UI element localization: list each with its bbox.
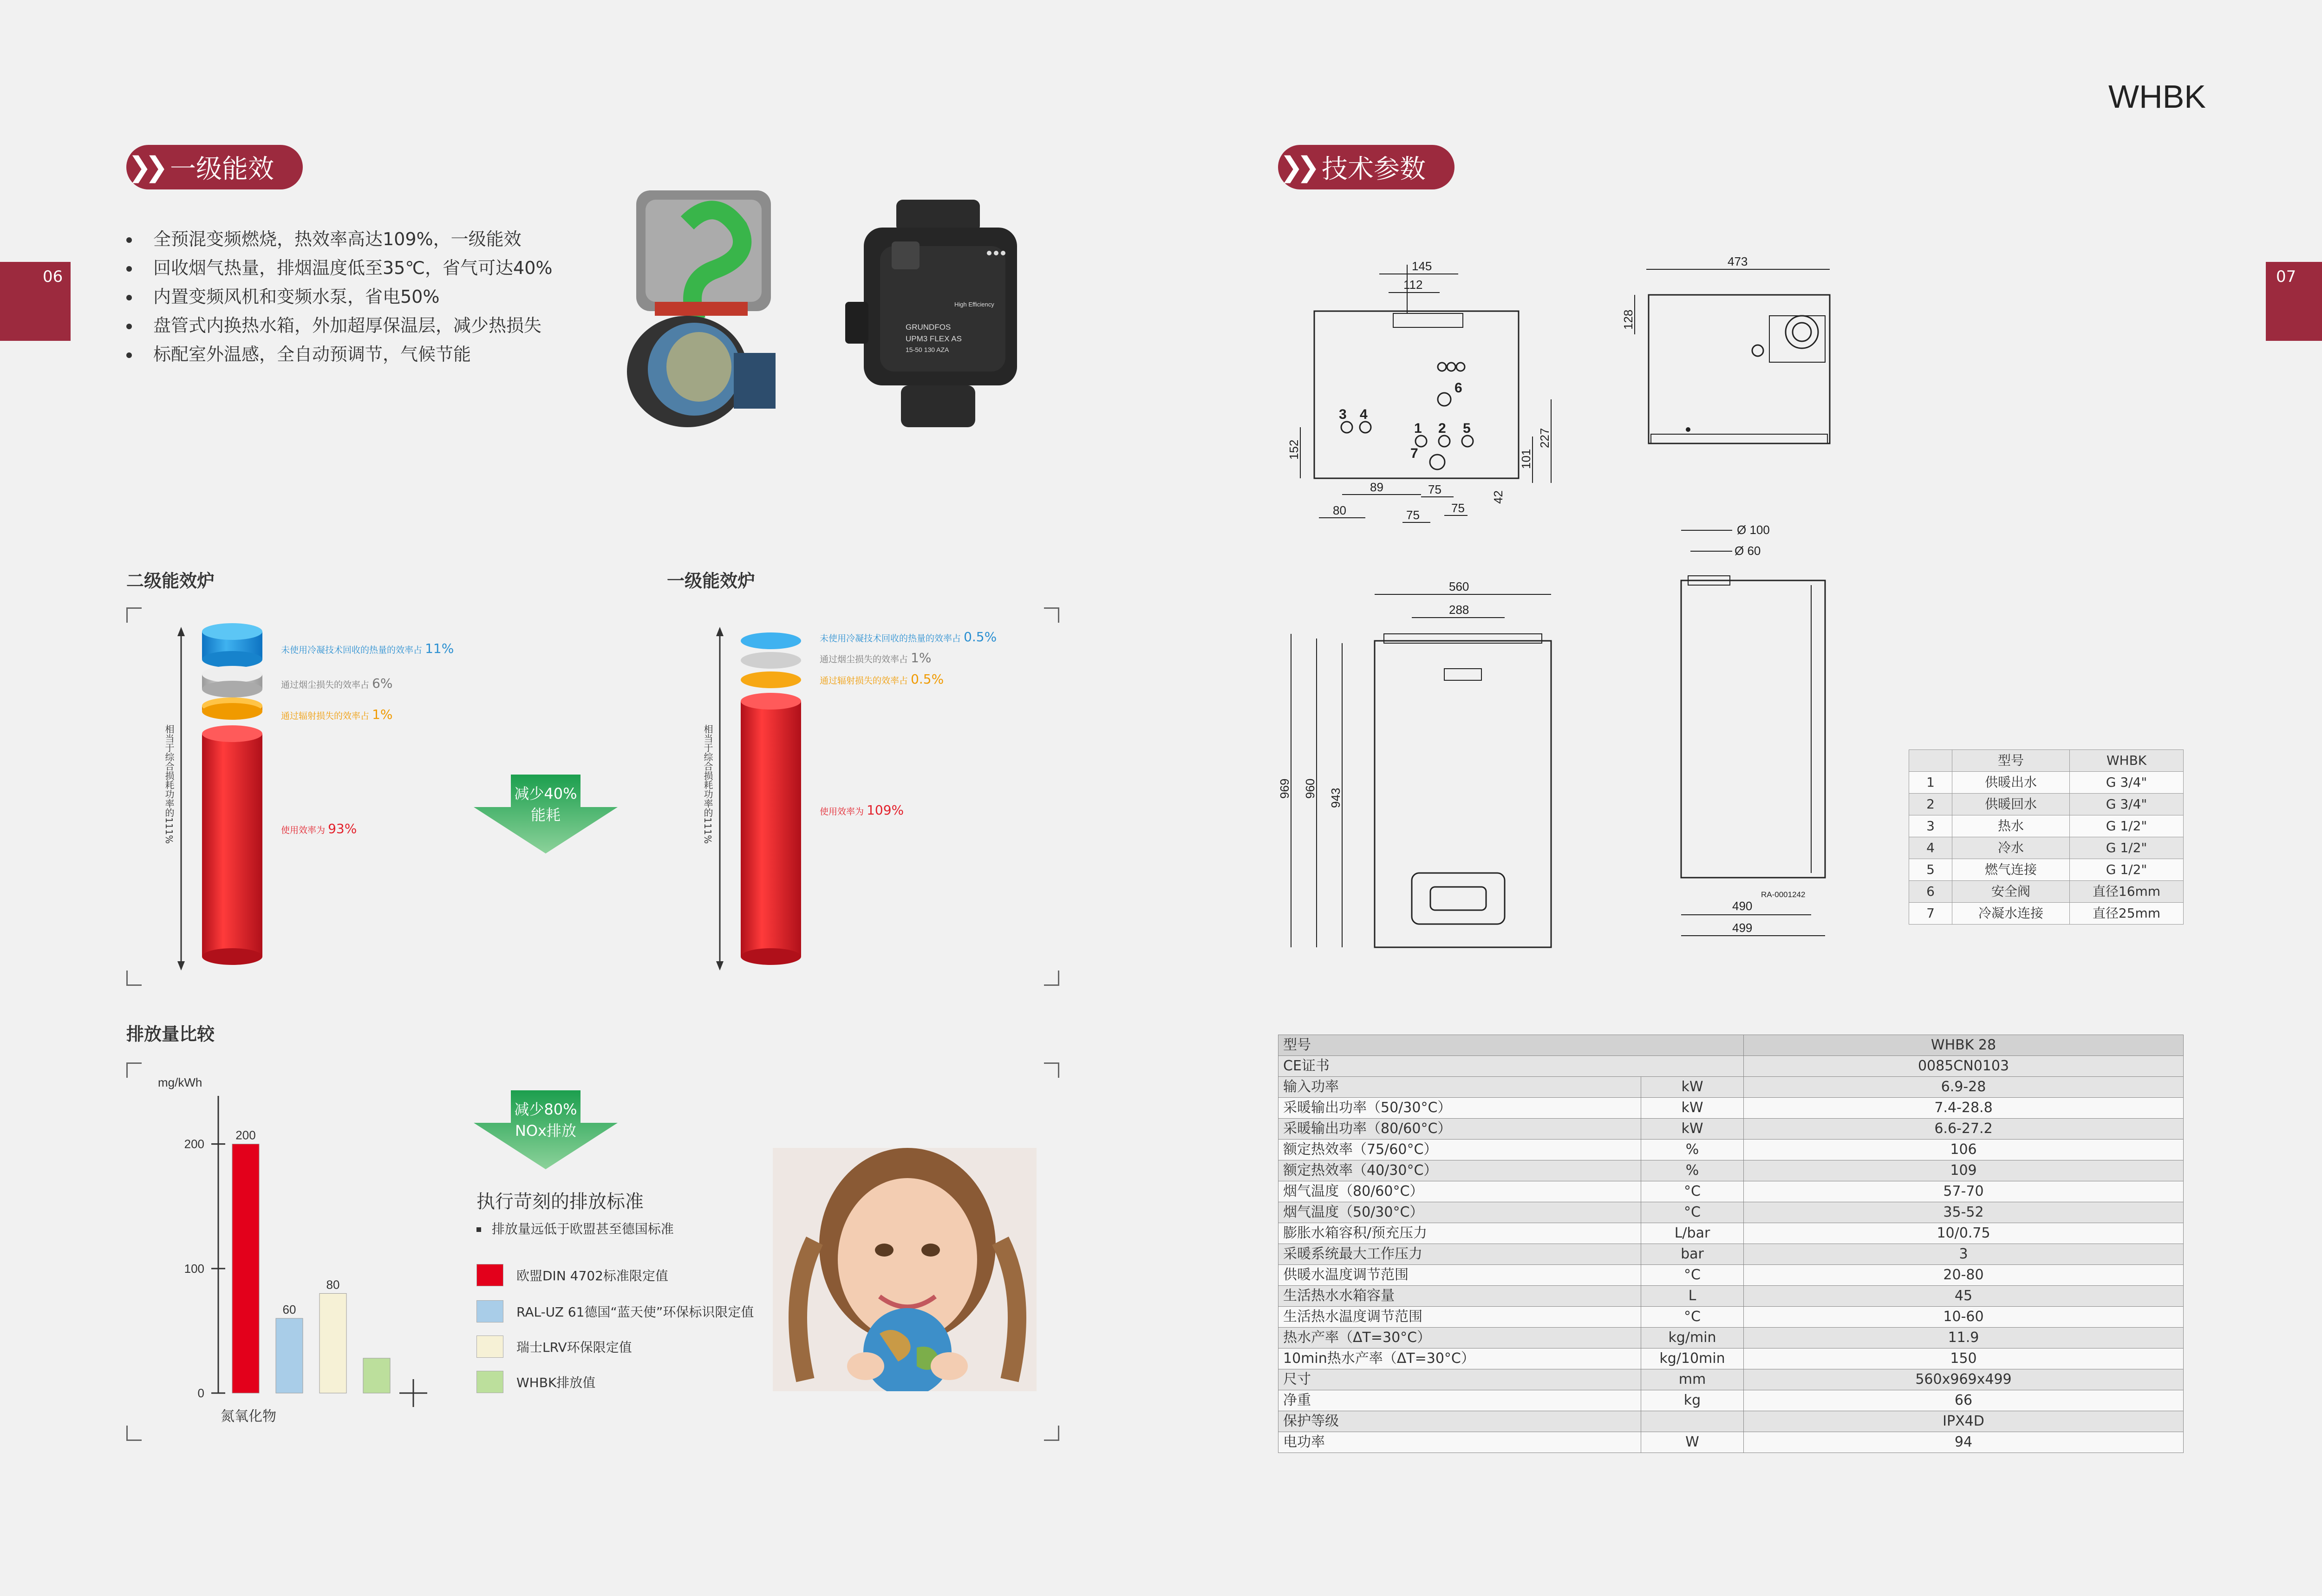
page-number-left-text: 06	[43, 267, 63, 286]
dim-text: 75	[1406, 508, 1420, 522]
table-row	[1278, 1098, 2184, 1119]
dim-text: 128	[1621, 309, 1635, 330]
conn-num: 7	[1410, 446, 1418, 461]
frame-corner	[126, 1426, 142, 1441]
table-cell: CE证书	[1278, 1056, 1744, 1077]
side-flue-drawing	[1644, 520, 1839, 952]
table-cell: °C	[1641, 1202, 1744, 1223]
connection-port-table	[1909, 749, 2184, 925]
table-row	[1278, 1307, 2184, 1328]
page-number-right-text: 07	[2276, 267, 2296, 286]
standard-sub-text: 排放量远低于欧盟甚至德国标准	[491, 1221, 674, 1237]
page-header-model: WHBK	[2108, 78, 2206, 115]
table-cell: 供暖水温度调节范围	[1278, 1265, 1641, 1286]
emission-standard-sub	[476, 1219, 674, 1238]
table-cell: IPX4D	[1744, 1411, 2184, 1432]
dim-text: Ø 100	[1737, 523, 1770, 537]
table-row	[1909, 881, 2184, 903]
table-cell: 3	[1909, 815, 1952, 837]
right-label-usage	[820, 802, 904, 818]
child-with-globe-photo	[773, 1148, 1037, 1391]
table-row	[1278, 1244, 2184, 1265]
dim-text: Ø 60	[1735, 544, 1761, 558]
table-row	[1278, 1265, 2184, 1286]
page-number-left	[0, 262, 71, 341]
table-cell: °C	[1641, 1265, 1744, 1286]
label-pct: 1%	[911, 650, 932, 665]
table-cell: 6.9-28	[1744, 1077, 2184, 1098]
y-tick-label: 200	[184, 1137, 204, 1151]
table-cell: 3	[1744, 1244, 2184, 1265]
table-cell: 109	[1744, 1160, 2184, 1181]
legend-swatch	[476, 1300, 503, 1322]
table-row	[1278, 1140, 2184, 1160]
dim-text: 75	[1451, 501, 1465, 515]
dim-text: 960	[1303, 778, 1317, 799]
table-cell: 采暖输出功率（50/30°C）	[1278, 1098, 1641, 1119]
table-row	[1278, 1077, 2184, 1098]
frame-corner	[1044, 1062, 1059, 1078]
label-text: 通过辐射损失的效率占	[820, 676, 908, 686]
energy-arrow-line2: 能耗	[530, 806, 561, 824]
bullet-item: 全预混变频燃烧，热效率高达109%，一级能效	[121, 225, 553, 254]
table-cell: G 1/2"	[2070, 859, 2184, 881]
dim-text: 943	[1329, 788, 1343, 808]
bar-1	[276, 1318, 303, 1393]
drawing-ref-code: RA-0001242	[1761, 890, 1806, 899]
table-cell: 94	[1744, 1432, 2184, 1453]
table-cell: 直径16mm	[2070, 881, 2184, 903]
table-cell: °C	[1641, 1181, 1744, 1202]
nox-emission-chart	[149, 1068, 464, 1440]
tech-title-text: 技术参数	[1322, 154, 1426, 184]
table-cell: bar	[1641, 1244, 1744, 1265]
right-vertical-label: 相当于综合损耗功率的111%	[702, 724, 713, 844]
table-cell: L/bar	[1641, 1223, 1744, 1244]
table-row	[1278, 1411, 2184, 1432]
table-cell: 6.6-27.2	[1744, 1119, 2184, 1140]
burner-heat-exchanger-image	[618, 186, 785, 436]
table-cell: 66	[1744, 1390, 2184, 1411]
table-cell: 采暖系统最大工作压力	[1278, 1244, 1641, 1265]
first-class-efficiency-cylinder	[706, 622, 817, 984]
table-cell: W	[1641, 1432, 1744, 1453]
y-axis-label: mg/kWh	[158, 1075, 202, 1089]
table-row	[1278, 1328, 2184, 1348]
legend-label: 欧盟DIN 4702标准限定值	[516, 1268, 668, 1283]
table-cell: 烟气温度（50/30°C）	[1278, 1202, 1641, 1223]
second-class-boiler-title: 二级能效炉	[126, 571, 215, 591]
table-cell: 电功率	[1278, 1432, 1641, 1453]
table-cell: 额定热效率（75/60°C）	[1278, 1140, 1641, 1160]
table-cell: 烟气温度（80/60°C）	[1278, 1181, 1641, 1202]
bar-3	[363, 1358, 390, 1393]
bullet-item: 内置变频风机和变频水泵，省电50%	[121, 282, 553, 311]
table-row	[1278, 1432, 2184, 1453]
dim-text: 42	[1491, 490, 1505, 504]
table-cell: 35-52	[1744, 1202, 2184, 1223]
bar-0	[232, 1144, 259, 1393]
table-row	[1278, 1369, 2184, 1390]
table-cell: 供暖出水	[1952, 772, 2070, 794]
table-cell: WHBK 28	[1744, 1035, 2184, 1056]
table-cell: 560x969x499	[1744, 1369, 2184, 1390]
table-row	[1909, 837, 2184, 859]
legend-label: RAL-UZ 61德国“蓝天使”环保标识限定值	[516, 1304, 754, 1320]
table-row	[1278, 1348, 2184, 1369]
y-tick-label: 100	[184, 1261, 204, 1276]
frame-corner	[126, 971, 142, 986]
table-row	[1909, 772, 2184, 794]
bullet-item: 标配室外温感，全自动预调节，气候节能	[121, 340, 553, 369]
dim-text: 288	[1449, 603, 1469, 617]
efficiency-section-title	[126, 145, 303, 189]
label-pct: 0.5%	[911, 671, 944, 687]
table-cell: kW	[1641, 1077, 1744, 1098]
bar-label: 200	[235, 1128, 256, 1142]
nox-arrow-line1: 减少80%	[514, 1101, 577, 1118]
dim-text: 89	[1370, 480, 1383, 494]
table-cell: 10-60	[1744, 1307, 2184, 1328]
dim-text: 80	[1333, 503, 1346, 517]
nox-arrow-line2: NOx排放	[515, 1122, 577, 1140]
label-text: 通过烟尘损失的效率占	[820, 654, 908, 664]
table-cell: 采暖输出功率（80/60°C）	[1278, 1119, 1641, 1140]
dim-text: 152	[1287, 439, 1301, 460]
legend-swatch	[476, 1264, 503, 1286]
table-cell: 生活热水水箱容量	[1278, 1286, 1641, 1307]
emission-standard-title: 执行苛刻的排放标准	[476, 1191, 644, 1212]
table-cell: 型号	[1952, 750, 2070, 772]
double-chevron-icon: ❯❯	[128, 151, 162, 183]
table-cell: 6	[1909, 881, 1952, 903]
energy-arrow-line1: 减少40%	[514, 785, 577, 802]
efficiency-bullets	[121, 225, 553, 369]
table-cell: 0085CN0103	[1744, 1056, 2184, 1077]
table-row	[1909, 794, 2184, 815]
connection-drawing	[1272, 251, 1588, 539]
table-row	[1278, 1119, 2184, 1140]
label-text: 使用效率为	[820, 807, 864, 817]
table-row	[1278, 1390, 2184, 1411]
table-cell	[1641, 1411, 1744, 1432]
left-vertical-label: 相当于综合损耗功率的111%	[163, 724, 175, 844]
dim-text: 560	[1449, 580, 1469, 593]
x-axis-label: 氮氧化物	[221, 1408, 276, 1425]
table-row	[1909, 859, 2184, 881]
frame-corner	[126, 1062, 142, 1078]
table-cell: 型号	[1278, 1035, 1744, 1056]
dim-text: 145	[1412, 259, 1432, 273]
table-cell: 1	[1909, 772, 1952, 794]
emission-section-title: 排放量比较	[126, 1024, 215, 1044]
label-pct: 6%	[372, 676, 393, 691]
bar-label: 60	[282, 1303, 296, 1317]
square-bullet-icon	[476, 1227, 481, 1232]
table-cell: 热水产率（ΔT=30°C）	[1278, 1328, 1641, 1348]
table-header-row	[1909, 750, 2184, 772]
table-cell: mm	[1641, 1369, 1744, 1390]
y-tick-label: 0	[197, 1386, 204, 1400]
front-view-drawing	[1272, 576, 1570, 957]
right-label-radiation	[820, 671, 944, 687]
conn-num: 3	[1339, 407, 1347, 422]
table-cell: WHBK	[2070, 750, 2184, 772]
table-row	[1909, 815, 2184, 837]
table-cell: 11.9	[1744, 1328, 2184, 1348]
legend-swatch	[476, 1371, 503, 1393]
table-row	[1278, 1202, 2184, 1223]
table-cell: 150	[1744, 1348, 2184, 1369]
label-pct: 0.5%	[964, 629, 997, 645]
table-cell	[1909, 750, 1952, 772]
table-cell: kW	[1641, 1119, 1744, 1140]
left-label-condensation	[281, 641, 454, 656]
frame-corner	[126, 607, 142, 623]
pump-brand: GRUNDFOS	[906, 323, 951, 332]
dim-text: 75	[1428, 482, 1441, 496]
right-label-condensation	[820, 629, 997, 645]
pump-model: UPM3 FLEX AS	[906, 334, 962, 343]
bullet-item: 回收烟气热量，排烟温度低至35℃，省气可达40%	[121, 254, 553, 282]
table-cell: 5	[1909, 859, 1952, 881]
table-row	[1278, 1286, 2184, 1307]
table-cell: kg	[1641, 1390, 1744, 1411]
left-label-radiation	[281, 707, 392, 722]
left-label-usage	[281, 821, 357, 836]
right-label-flue	[820, 650, 931, 665]
dim-text: 490	[1732, 899, 1753, 913]
table-row	[1278, 1223, 2184, 1244]
efficiency-title-text: 一级能效	[170, 154, 274, 184]
table-cell: kW	[1641, 1098, 1744, 1119]
label-text: 使用效率为	[281, 825, 326, 835]
table-cell: kg/min	[1641, 1328, 1744, 1348]
table-cell: 2	[1909, 794, 1952, 815]
label-text: 通过烟尘损失的效率占	[281, 680, 370, 690]
page-number-right	[2266, 262, 2322, 341]
frame-corner	[1044, 1426, 1059, 1441]
conn-num: 1	[1414, 421, 1422, 436]
top-view-drawing	[1616, 251, 1839, 464]
table-cell: G 3/4"	[2070, 772, 2184, 794]
table-cell: G 3/4"	[2070, 794, 2184, 815]
table-cell: 安全阀	[1952, 881, 2070, 903]
dim-text: 227	[1538, 428, 1552, 448]
pump-code: 15-50 130 AZA	[906, 346, 949, 353]
table-cell: 保护等级	[1278, 1411, 1641, 1432]
dim-text: 499	[1732, 921, 1753, 935]
table-header-row	[1278, 1035, 2184, 1056]
pump-tag: High Efficiency	[954, 301, 994, 308]
table-cell: 直径25mm	[2070, 903, 2184, 925]
label-pct: 93%	[328, 821, 357, 836]
table-cell: kg/10min	[1641, 1348, 1744, 1369]
label-text: 未使用冷凝技术回收的热量的效率占	[281, 645, 423, 655]
left-label-flue	[281, 676, 392, 691]
label-pct: 11%	[425, 641, 454, 656]
table-cell: 20-80	[1744, 1265, 2184, 1286]
table-cell: 尺寸	[1278, 1369, 1641, 1390]
dim-text: 101	[1519, 449, 1533, 469]
legend-label: WHBK排放值	[516, 1375, 596, 1390]
bar-label: 80	[326, 1277, 340, 1292]
table-cell: %	[1641, 1160, 1744, 1181]
table-cell: 45	[1744, 1286, 2184, 1307]
conn-num: 2	[1438, 421, 1446, 436]
table-cell: %	[1641, 1140, 1744, 1160]
table-cell: 冷水	[1952, 837, 2070, 859]
table-row	[1909, 903, 2184, 925]
table-cell: L	[1641, 1286, 1744, 1307]
legend-row-whbk	[476, 1371, 595, 1393]
table-cell: 10/0.75	[1744, 1223, 2184, 1244]
label-pct: 109%	[867, 802, 904, 818]
table-cell: 额定热效率（40/30°C）	[1278, 1160, 1641, 1181]
frame-corner	[1044, 971, 1059, 986]
dim-text: 473	[1728, 254, 1748, 268]
bullet-item: 盘管式内换热水箱，外加超厚保温层，减少热损失	[121, 311, 553, 340]
table-cell: 7	[1909, 903, 1952, 925]
table-row	[1278, 1181, 2184, 1202]
label-text: 通过辐射损失的效率占	[281, 711, 370, 721]
technical-spec-table	[1278, 1035, 2184, 1453]
table-cell: 净重	[1278, 1390, 1641, 1411]
table-cell: 热水	[1952, 815, 2070, 837]
first-class-boiler-title: 一级能效炉	[667, 571, 756, 591]
table-cell: 供暖回水	[1952, 794, 2070, 815]
table-cell: 57-70	[1744, 1181, 2184, 1202]
table-cell: 燃气连接	[1952, 859, 2070, 881]
tech-section-title	[1278, 145, 1455, 189]
legend-row-ral	[476, 1300, 754, 1322]
legend-swatch	[476, 1335, 503, 1358]
table-cell: 106	[1744, 1140, 2184, 1160]
legend-row-lrv	[476, 1335, 632, 1358]
conn-num: 6	[1455, 380, 1462, 396]
dim-text: 969	[1278, 778, 1291, 799]
table-row	[1278, 1160, 2184, 1181]
circulation-pump-image	[836, 195, 1040, 436]
label-text: 未使用冷凝技术回收的热量的效率占	[820, 633, 961, 644]
table-cell: 10min热水产率（ΔT=30°C）	[1278, 1348, 1641, 1369]
conn-num: 4	[1360, 407, 1368, 422]
table-cell: G 1/2"	[2070, 815, 2184, 837]
double-chevron-icon: ❯❯	[1279, 151, 1314, 183]
legend-row-din	[476, 1264, 668, 1286]
bar-2	[320, 1293, 346, 1393]
table-cell: 4	[1909, 837, 1952, 859]
label-pct: 1%	[372, 707, 393, 722]
table-cell: 膨胀水箱容积/预充压力	[1278, 1223, 1641, 1244]
table-cell: 输入功率	[1278, 1077, 1641, 1098]
table-cell: 冷凝水连接	[1952, 903, 2070, 925]
table-cell: 生活热水温度调节范围	[1278, 1307, 1641, 1328]
legend-label: 瑞士LRV环保限定值	[516, 1340, 632, 1355]
table-cell: °C	[1641, 1307, 1744, 1328]
table-row	[1278, 1056, 2184, 1077]
dim-text: 112	[1403, 278, 1423, 292]
second-class-efficiency-cylinder	[167, 622, 279, 984]
table-cell: G 1/2"	[2070, 837, 2184, 859]
frame-corner	[1044, 607, 1059, 623]
table-cell: 7.4-28.8	[1744, 1098, 2184, 1119]
conn-num: 5	[1463, 421, 1471, 436]
